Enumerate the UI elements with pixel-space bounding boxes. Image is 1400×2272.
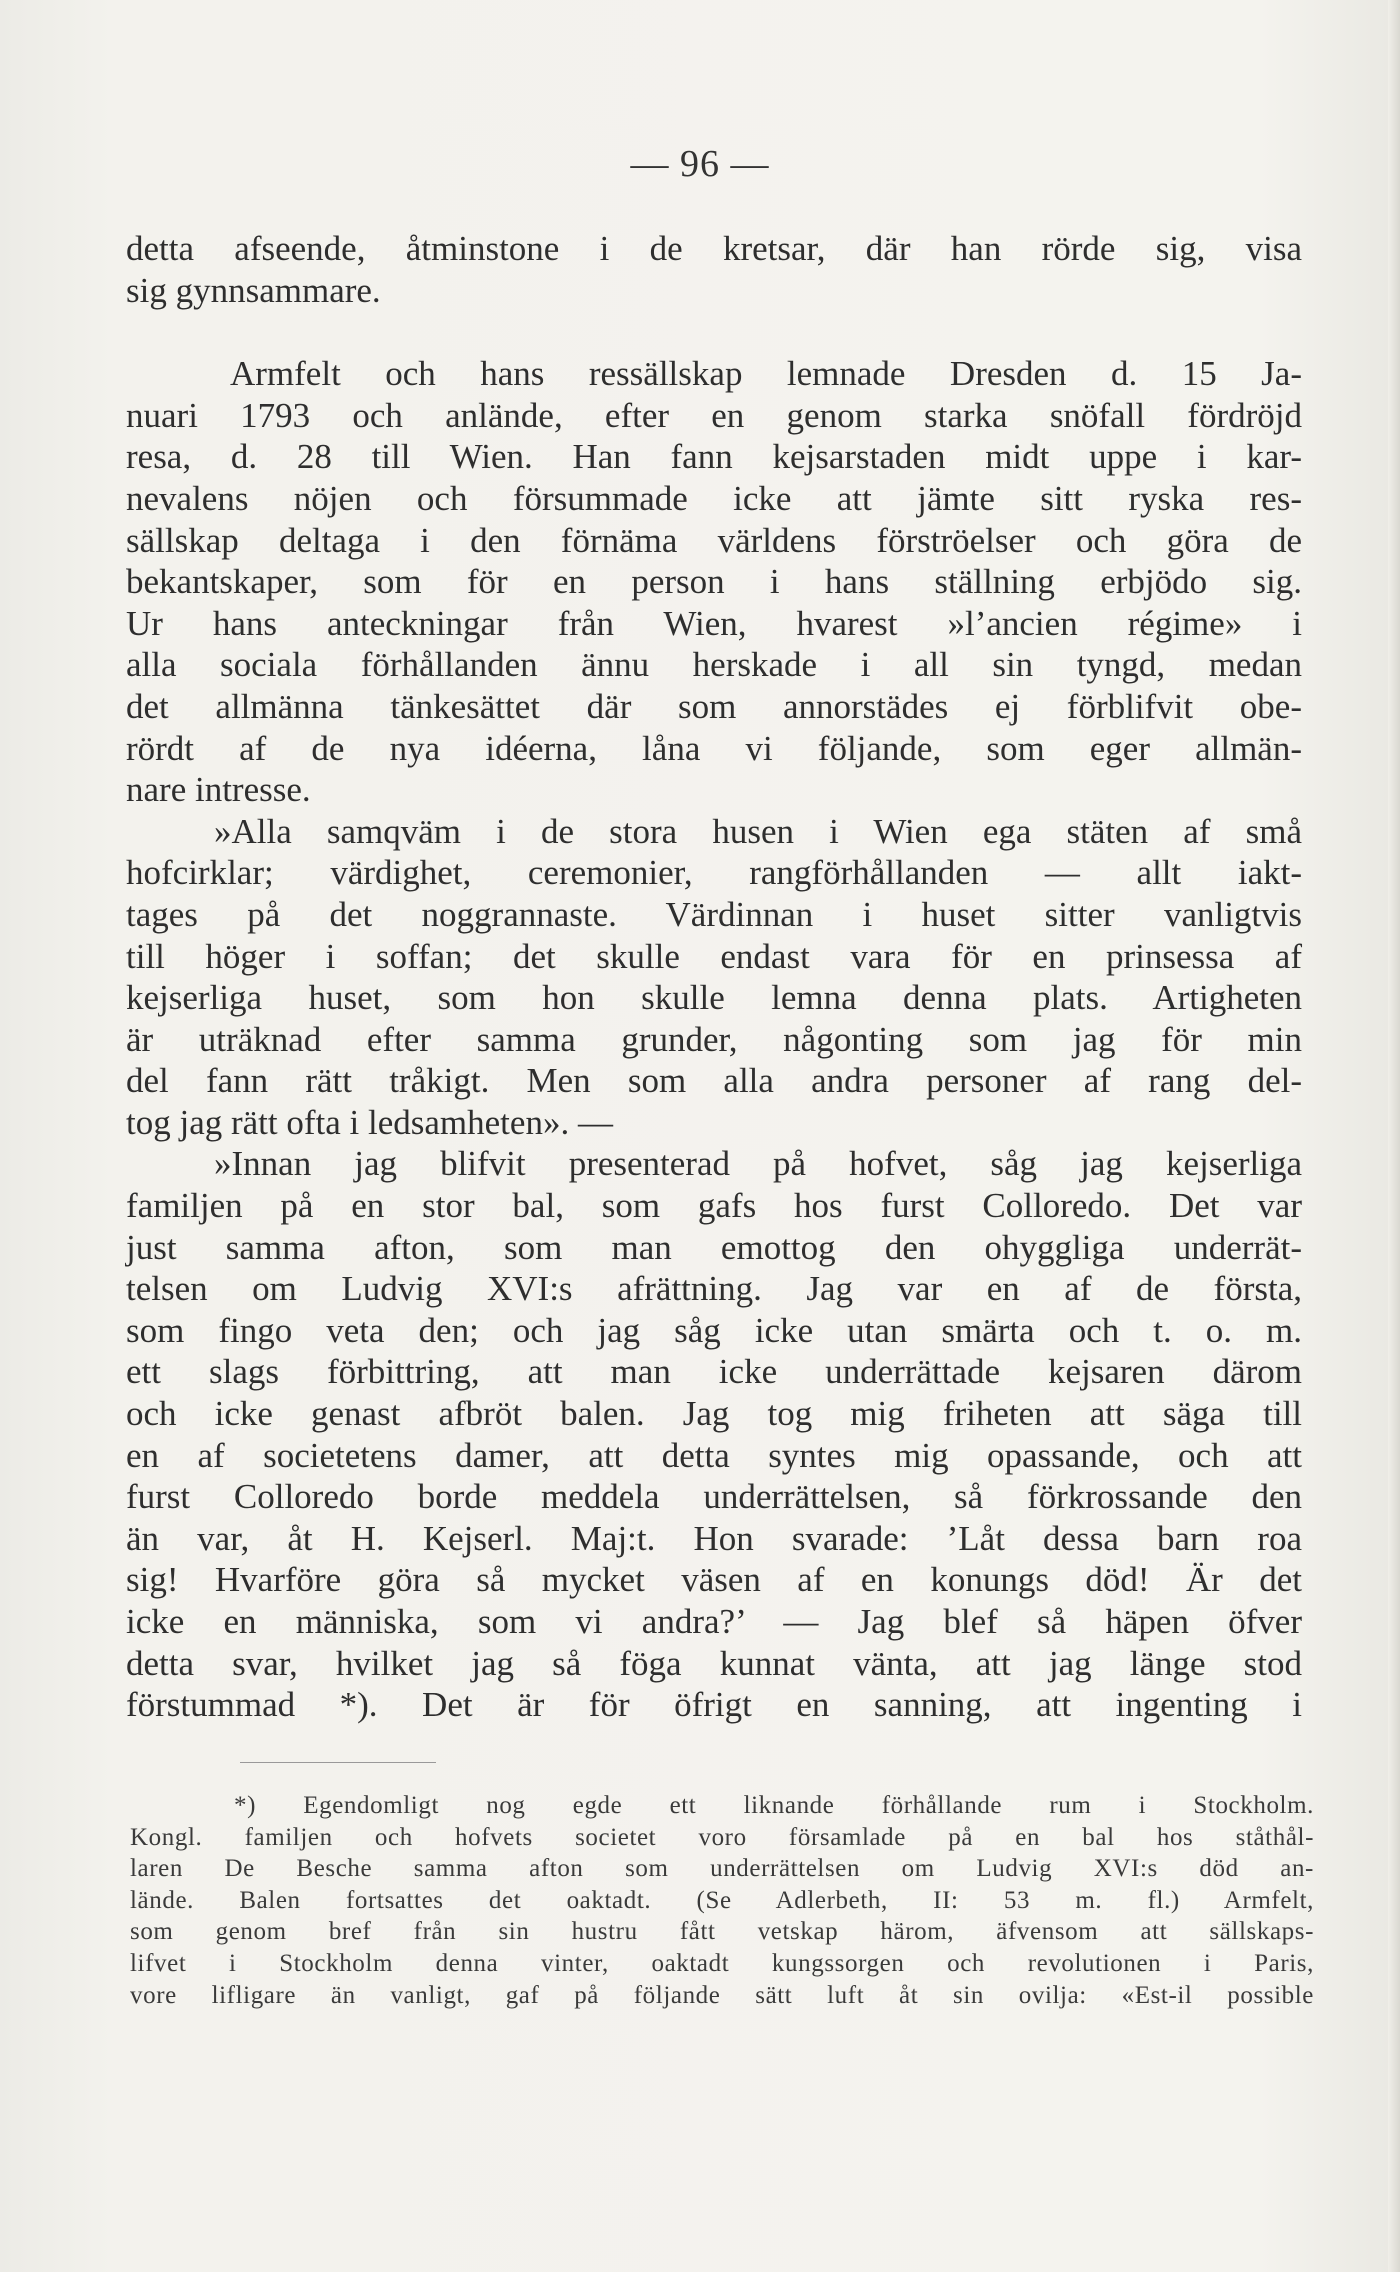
text-line: nare intresse. bbox=[126, 770, 311, 810]
text-line: en af societetens damer, att detta syntes mig opassande, och att bbox=[126, 1435, 1302, 1475]
text-line: sig gynnsammare. bbox=[126, 270, 381, 310]
footnote-line: *) Egendomligt nog egde ett liknande förhållande rum i Stockholm. bbox=[234, 1792, 1314, 1819]
text-line: rördt af de nya idéerna, låna vi följande, som eger allmän- bbox=[126, 728, 1302, 768]
text-line: ett slags förbittring, att man icke underrättade kejsaren därom bbox=[126, 1352, 1302, 1392]
text-line: telsen om Ludvig XVI:s afrättning. Jag var en af de första, bbox=[126, 1269, 1302, 1309]
text-line: sig! Hvarföre göra så mycket väsen af en konungs död! Är det bbox=[126, 1560, 1302, 1600]
footnote-line: lände. Balen fortsattes det oaktadt. (Se Adlerbeth, II: 53 m. fl.) Armfelt, bbox=[130, 1886, 1314, 1914]
text-line: det allmänna tänkesättet där som annorstädes ej förblifvit obe- bbox=[126, 686, 1302, 726]
text-line: just samma afton, som man emottog den ohyggliga underrät- bbox=[126, 1227, 1302, 1267]
text-line: alla sociala förhållanden ännu herskade i all sin tyngd, medan bbox=[126, 645, 1302, 685]
footnotes bbox=[130, 1790, 1314, 2011]
text-line: och icke genast afbröt balen. Jag tog mig friheten att säga till bbox=[126, 1394, 1302, 1434]
text-line: Armfelt och hans ressällskap lemnade Dresden d. 15 Ja- bbox=[230, 354, 1302, 394]
text-line: tages på det noggrannaste. Värdinnan i huset sitter vanligtvis bbox=[126, 894, 1302, 934]
footnote-line: Kongl. familjen och hofvets societet voro församlade på en bal hos ståthål- bbox=[130, 1823, 1314, 1851]
footnote-divider bbox=[240, 1762, 436, 1763]
text-line: hofcirklar; värdighet, ceremonier, rangförhållanden — allt iakt- bbox=[126, 853, 1302, 893]
text-line: Ur hans anteckningar från Wien, hvarest »l’ancien régime» i bbox=[126, 603, 1302, 643]
text-line: »Alla samqväm i de stora husen i Wien ega stäten af små bbox=[214, 811, 1302, 851]
footnote-line: som genom bref från sin hustru fått vetskap härom, äfvensom att sällskaps- bbox=[130, 1918, 1314, 1946]
text-line: nevalens nöjen och försummade icke att jämte sitt ryska res- bbox=[126, 478, 1302, 518]
footnote-line: lifvet i Stockholm denna vinter, oaktadt kungssorgen och revolutionen i Paris, bbox=[130, 1949, 1314, 1977]
text-line: familjen på en stor bal, som gafs hos furst Colloredo. Det var bbox=[126, 1186, 1302, 1226]
text-line: del fann rätt tråkigt. Men som alla andra personer af rang del- bbox=[126, 1061, 1302, 1101]
text-line: förstummad *). Det är för öfrigt en sanning, att ingenting i bbox=[126, 1685, 1302, 1725]
text-line: är uträknad efter samma grunder, någonting som jag för min bbox=[126, 1019, 1302, 1059]
footnote-line: laren De Besche samma afton som underrättelsen om Ludvig XVI:s död an- bbox=[130, 1855, 1314, 1883]
text-line: än var, åt H. Kejserl. Maj:t. Hon svarade: ’Låt dessa barn roa bbox=[126, 1518, 1302, 1558]
body-text bbox=[126, 228, 1302, 1726]
footnote-line: vore lifligare än vanligt, gaf på följande sätt luft åt sin ovilja: «Est-il possible bbox=[130, 1981, 1314, 2009]
text-line: detta svar, hvilket jag så föga kunnat vänta, att jag länge stod bbox=[126, 1643, 1302, 1683]
text-line: detta afseende, åtminstone i de kretsar, där han rörde sig, visa bbox=[126, 229, 1302, 268]
text-line: icke en människa, som vi andra?’ — Jag blef så häpen öfver bbox=[126, 1602, 1302, 1641]
text-line: resa, d. 28 till Wien. Han fann kejsarstaden midt uppe i kar- bbox=[126, 437, 1302, 477]
text-line: tog jag rätt ofta i ledsamheten». — bbox=[126, 1102, 613, 1142]
text-line: furst Colloredo borde meddela underrättelsen, så förkrossande den bbox=[126, 1477, 1302, 1517]
paragraph-gap bbox=[126, 311, 1302, 353]
text-line: nuari 1793 och anlände, efter en genom starka snöfall fördröjd bbox=[126, 395, 1302, 435]
text-line: som fingo veta den; och jag såg icke utan smärta och t. o. m. bbox=[126, 1310, 1302, 1350]
text-line: till höger i soffan; det skulle endast vara för en prinsessa af bbox=[126, 936, 1302, 976]
text-line: bekantskaper, som för en person i hans ställning erbjödo sig. bbox=[126, 562, 1302, 602]
text-line: sällskap deltaga i den förnäma världens förströelser och göra de bbox=[126, 520, 1302, 560]
text-line: kejserliga huset, som hon skulle lemna denna plats. Artigheten bbox=[126, 978, 1302, 1018]
text-line: »Innan jag blifvit presenterad på hofvet, såg jag kejserliga bbox=[214, 1144, 1302, 1184]
page-edge bbox=[1388, 0, 1400, 2272]
page-number: — 96 — bbox=[630, 143, 770, 185]
